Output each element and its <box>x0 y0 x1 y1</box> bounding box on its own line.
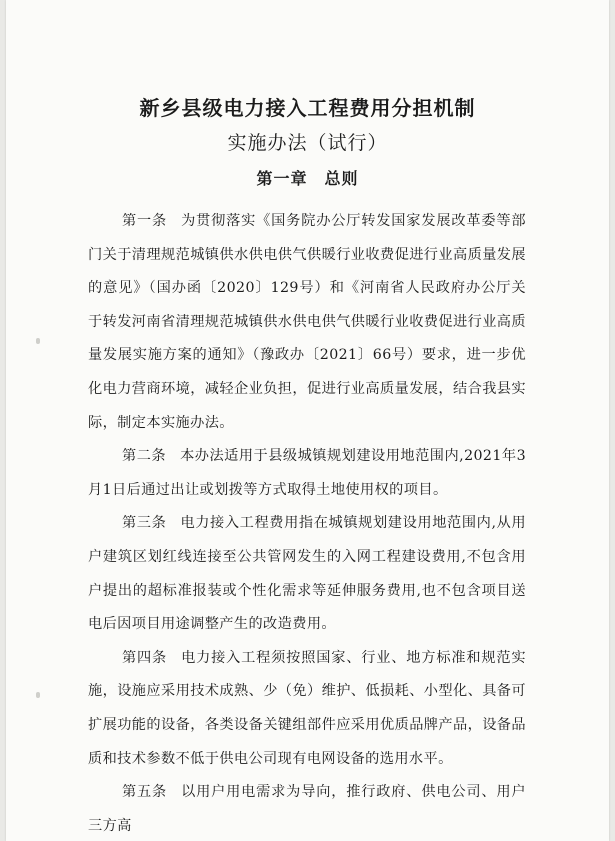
article-number: 第五条 <box>122 784 168 801</box>
scan-speck <box>36 338 40 344</box>
article-text: 以用户用电需求为导向，推行政府、供电公司、用户三方高 <box>88 784 527 834</box>
scan-speck <box>36 692 40 698</box>
document-title: 新乡县级电力接入工程费用分担机制 <box>139 96 476 120</box>
article-text: 本办法适用于县级城镇规划建设用地范围内,2021年3月1日后通过出让或划拨等方式取得土地使用权的项目。 <box>88 448 527 498</box>
article-text: 为贯彻落实《国务院办公厅转发国家发展改革委等部门关于清理规范城镇供水供电供气供暖行业收费促进行业高质量发展的意见》（国办函〔2020〕129号）和《河南省人民政府办公厅关于转发河南省清理规范城镇供水供电供气供暖行业收费促进行业高质量发展实施方案的通知》（豫政办〔2021〕66号）要求，进一步优化电力营商环境，减轻企业负担，促进行业高质量发展，结合我县实际，制定本实施办法。 <box>88 213 527 431</box>
article-paragraph-3 <box>88 507 526 641</box>
article-paragraph-4 <box>88 642 526 776</box>
article-text: 电力接入工程费用指在城镇规划建设用地范围内,从用户建筑区划红线连接至公共管网发生的入网工程建设费用,不包含用户提出的超标准报装或个性化需求等延伸服务费用,也不包含项目送电后因项目用途调整产生的改造费用。 <box>88 515 526 633</box>
article-number: 第四条 <box>122 649 168 666</box>
article-paragraph-5 <box>88 776 526 841</box>
article-text: 电力接入工程须按照国家、行业、地方标准和规范实施，设施应采用技术成熟、少（免）维护、低损耗、小型化、具备可扩展功能的设备，各类设备关键组部件应采用优质品牌产品，设备品质和技术参数不低于供电公司现有电网设备的选用水平。 <box>88 649 527 767</box>
article-number: 第三条 <box>122 515 167 532</box>
document-body <box>88 205 526 841</box>
article-paragraph-2 <box>88 440 526 507</box>
chapter-heading: 第一章 总则 <box>256 169 359 188</box>
article-number: 第一条 <box>122 213 168 229</box>
article-number: 第二条 <box>122 448 167 465</box>
document-subtitle: 实施办法（试行） <box>227 132 388 154</box>
article-paragraph-1 <box>88 205 526 440</box>
document-page <box>6 0 609 841</box>
